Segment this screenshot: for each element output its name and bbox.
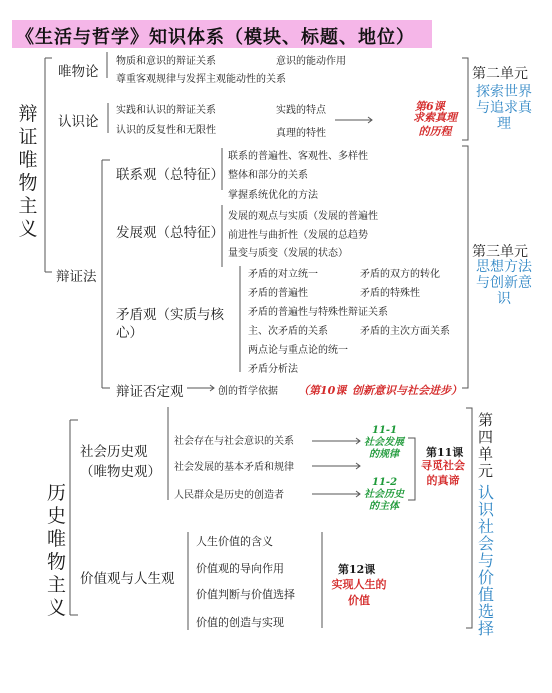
connection-item: 整体和部分的关系: [228, 170, 308, 181]
values-item: 价值观的导向作用: [196, 562, 284, 575]
unit2-label: 第二单元: [472, 66, 528, 82]
social-history-item: 社会发展的基本矛盾和规律: [174, 462, 294, 473]
historical-materialism-root: 历史唯物主义: [47, 482, 67, 619]
social-history-item: 人民群众是历史的创造者: [174, 490, 284, 501]
page-title: 《生活与哲学》知识体系（模块、标题、地位）: [16, 27, 415, 48]
connection-item: 掌握系统优化的方法: [228, 190, 318, 201]
values-item: 价值的创造与实现: [196, 616, 284, 629]
unit4-title: 认识社会与价值选择: [478, 483, 495, 638]
development-item: 量变与质变（发展的状态）: [228, 248, 348, 259]
values-label: 价值观与人生观: [80, 571, 175, 587]
contradiction-item: 矛盾的双方的转化: [360, 269, 440, 280]
contradiction-item: 两点论与重点论的统一: [248, 345, 348, 356]
lesson12-num: 第12课: [338, 563, 376, 576]
materialism-item: 意识的能动作用: [276, 56, 346, 67]
development-item: 前进性与曲折性（发展的总趋势: [228, 230, 368, 241]
materialism-item: 物质和意识的辩证关系: [116, 56, 216, 67]
epistemology-label: 认识论: [58, 114, 99, 130]
lesson11-1-title: 社会发展的规律: [364, 437, 404, 460]
contradiction-item: 矛盾分析法: [248, 364, 298, 375]
lesson10-title: 创新意识与社会进步）: [352, 384, 462, 397]
contradiction-item: 矛盾的普遍性与特殊性辩证关系: [248, 307, 388, 318]
contradiction-item: 主、次矛盾的关系: [248, 326, 328, 337]
unit2-title: 探索世界与追求真理: [476, 84, 532, 132]
contradiction-item: 矛盾的特殊性: [360, 288, 420, 299]
connection-item: 联系的普遍性、客观性、多样性: [228, 151, 368, 162]
epistemology-item: 真理的特性: [276, 128, 326, 139]
lesson6-title: 求索真理的历程: [413, 111, 457, 138]
dialectics-label: 辩证法: [56, 269, 97, 285]
contradiction-item: 矛盾的普遍性: [248, 288, 308, 299]
lesson11-title: 寻觅社会的真谛: [421, 459, 465, 487]
lesson11-2-title: 社会历史的主体: [364, 489, 404, 512]
lesson11-1-num: 11-1: [372, 425, 398, 436]
epistemology-item: 认识的反复性和无限性: [116, 125, 216, 136]
lesson11-num: 第11课: [426, 446, 464, 459]
lesson6-num: 第6课: [415, 100, 445, 113]
unit4-label: 第四单元: [478, 411, 494, 480]
lesson11-2-num: 11-2: [372, 477, 398, 488]
contradiction-item: 矛盾的对立统一: [248, 269, 318, 280]
contradiction-label: 矛盾观（实质与核心）: [116, 307, 224, 341]
social-history-item: 社会存在与社会意识的关系: [174, 436, 294, 447]
materialism-label: 唯物论: [58, 64, 99, 80]
unit3-title: 思想方法与创新意识: [476, 259, 532, 307]
values-item: 价值判断与价值选择: [196, 588, 295, 601]
development-label: 发展观（总特征）: [116, 225, 224, 241]
epistemology-item: 实践和认识的辩证关系: [116, 105, 216, 116]
values-item: 人生价值的含义: [196, 535, 273, 548]
materialism-item: 尊重客观规律与发挥主观能动性的关系: [116, 74, 286, 85]
lesson10-num: （第10课: [298, 384, 347, 397]
development-item: 发展的观点与实质（发展的普遍性: [228, 211, 378, 222]
dialectical-materialism-root: 辩证唯物主义: [18, 103, 38, 240]
epistemology-item: 实践的特点: [276, 105, 326, 116]
contradiction-item: 矛盾的主次方面关系: [360, 326, 450, 337]
negation-label: 辩证否定观: [116, 384, 184, 400]
negation-basis: 创的哲学依据: [218, 386, 278, 397]
unit3-label: 第三单元: [472, 244, 528, 260]
connection-label: 联系观（总特征）: [116, 167, 224, 183]
social-history-label: 社会历史观（唯物史观）: [80, 444, 161, 480]
lesson12-title: 实现人生的价值: [331, 578, 387, 607]
